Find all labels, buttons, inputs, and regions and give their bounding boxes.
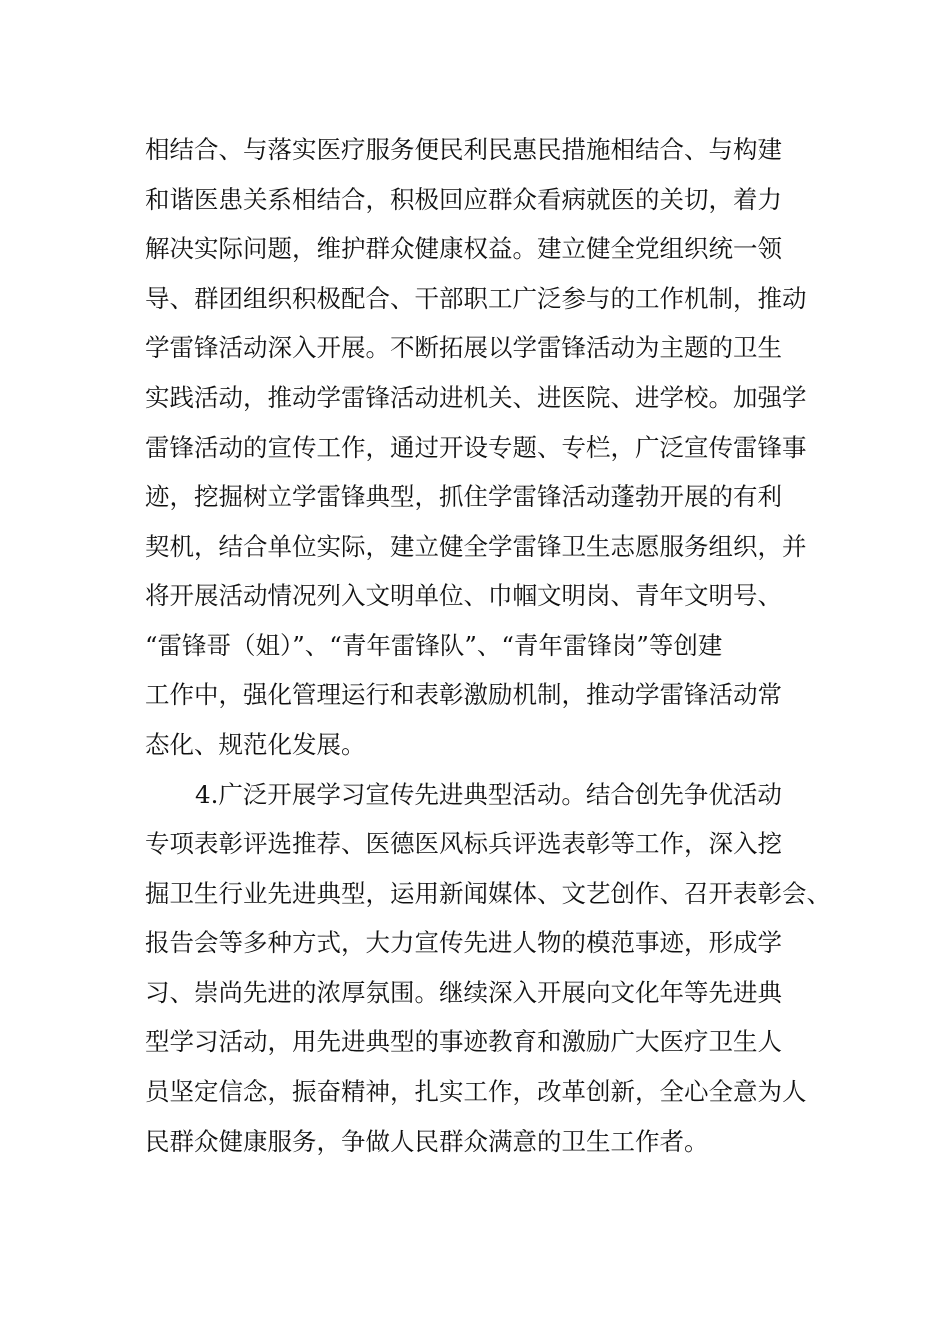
text-line: 和谐医患关系相结合，积极回应群众看病就医的关切，着力 <box>145 185 782 214</box>
text-line: 态化、规范化发展。 <box>145 730 366 759</box>
text-line: 员坚定信念，振奋精神，扎实工作，改革创新，全心全意为人 <box>145 1077 807 1106</box>
text-line: 民群众健康服务，争做人民群众满意的卫生工作者。 <box>145 1127 709 1156</box>
text-line: 习、崇尚先进的浓厚氛围。继续深入开展向文化年等先进典 <box>145 978 782 1007</box>
text-line: 契机，结合单位实际，建立健全学雷锋卫生志愿服务组织，并 <box>145 532 807 561</box>
text-line: 实践活动，推动学雷锋活动进机关、进医院、进学校。加强学 <box>145 383 807 412</box>
section-heading-line: 4.广泛开展学习宣传先进典型活动。结合创先争优活动 <box>195 780 782 809</box>
text-line: 掘卫生行业先进典型，运用新闻媒体、文艺创作、召开表彰会、 <box>145 879 831 908</box>
text-line: 雷锋活动的宣传工作，通过开设专题、专栏，广泛宣传雷锋事 <box>145 433 807 462</box>
text-line: 学雷锋活动深入开展。不断拓展以学雷锋活动为主题的卫生 <box>145 333 782 362</box>
text-line: 专项表彰评选推荐、医德医风标兵评选表彰等工作，深入挖 <box>145 829 782 858</box>
text-line: 相结合、与落实医疗服务便民利民惠民措施相结合、与构建 <box>145 135 782 164</box>
text-line: 工作中，强化管理运行和表彰激励机制，推动学雷锋活动常 <box>145 680 782 709</box>
text-line: 型学习活动，用先进典型的事迹教育和激励广大医疗卫生人 <box>145 1027 782 1056</box>
text-line: 迹，挖掘树立学雷锋典型，抓住学雷锋活动蓬勃开展的有利 <box>145 482 782 511</box>
text-line: “雷锋哥（姐）”、“青年雷锋队”、“青年雷锋岗”等创建 <box>145 631 723 660</box>
text-line: 报告会等多种方式，大力宣传先进人物的模范事迹，形成学 <box>145 928 782 957</box>
text-line: 解决实际问题，维护群众健康权益。建立健全党组织统一领 <box>145 234 782 263</box>
text-line: 导、群团组织积极配合、干部职工广泛参与的工作机制，推动 <box>145 284 807 313</box>
text-line: 将开展活动情况列入文明单位、巾帼文明岗、青年文明号、 <box>145 581 782 610</box>
